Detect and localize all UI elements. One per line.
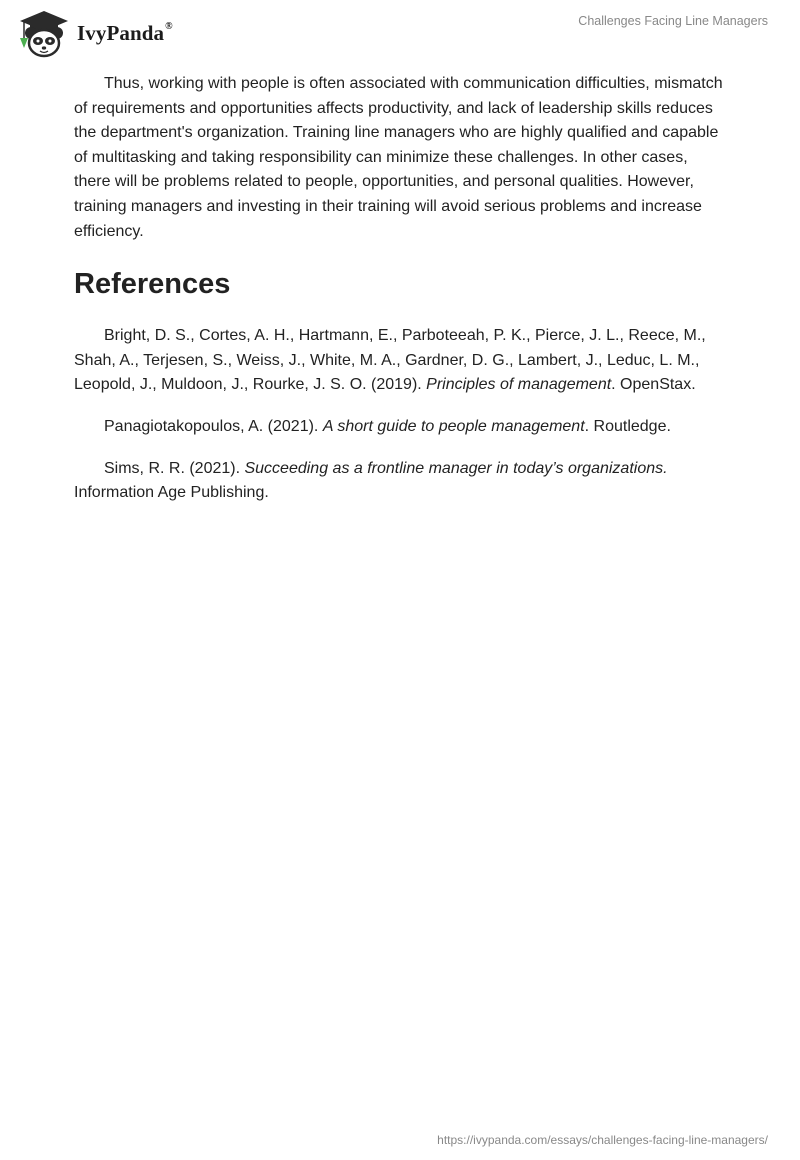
reference-item: Bright, D. S., Cortes, A. H., Hartmann, E., Parboteeah, P. K., Pierce, J. L., Reece, M., Shah, A., Terjesen, S., Weiss, J., White, M. A., Gardner, D. G., Lambert, J., Leduc, L. M., Leopold, J., Muldoon, J., Rourke, J. S. O. (2019). Principles of management. OpenStax. bbox=[74, 327, 706, 394]
body-paragraph: Thus, working with people is often associated with communication difficulties, mismatch of requirements and opportunities affects productivity, and lack of leadership skills reduces the department's organization. Training line managers who are highly qualified and capable of multitasking and taking responsibility can minimize these challenges. In other cases, there will be problems related to people, opportunities, and personal qualities. However, training managers and investing in their training will avoid serious problems and increase efficiency. bbox=[74, 75, 723, 240]
document-title: Challenges Facing Line Managers bbox=[578, 14, 768, 28]
reference-item: Sims, R. R. (2021). Succeeding as a frontline manager in today’s organizations. Information Age Publishing. bbox=[74, 459, 668, 502]
ivypanda-logo[interactable] bbox=[16, 8, 206, 58]
main-content bbox=[74, 72, 726, 523]
references-list bbox=[74, 324, 726, 506]
brand-name: IvyPanda® bbox=[77, 20, 173, 45]
references-heading: References bbox=[74, 268, 231, 301]
footer-url[interactable]: https://ivypanda.com/essays/challenges-facing-line-managers/ bbox=[437, 1133, 768, 1147]
panda-graduate-icon bbox=[16, 8, 72, 58]
reference-item: Panagiotakopoulos, A. (2021). A short guide to people management. Routledge. bbox=[104, 417, 671, 435]
